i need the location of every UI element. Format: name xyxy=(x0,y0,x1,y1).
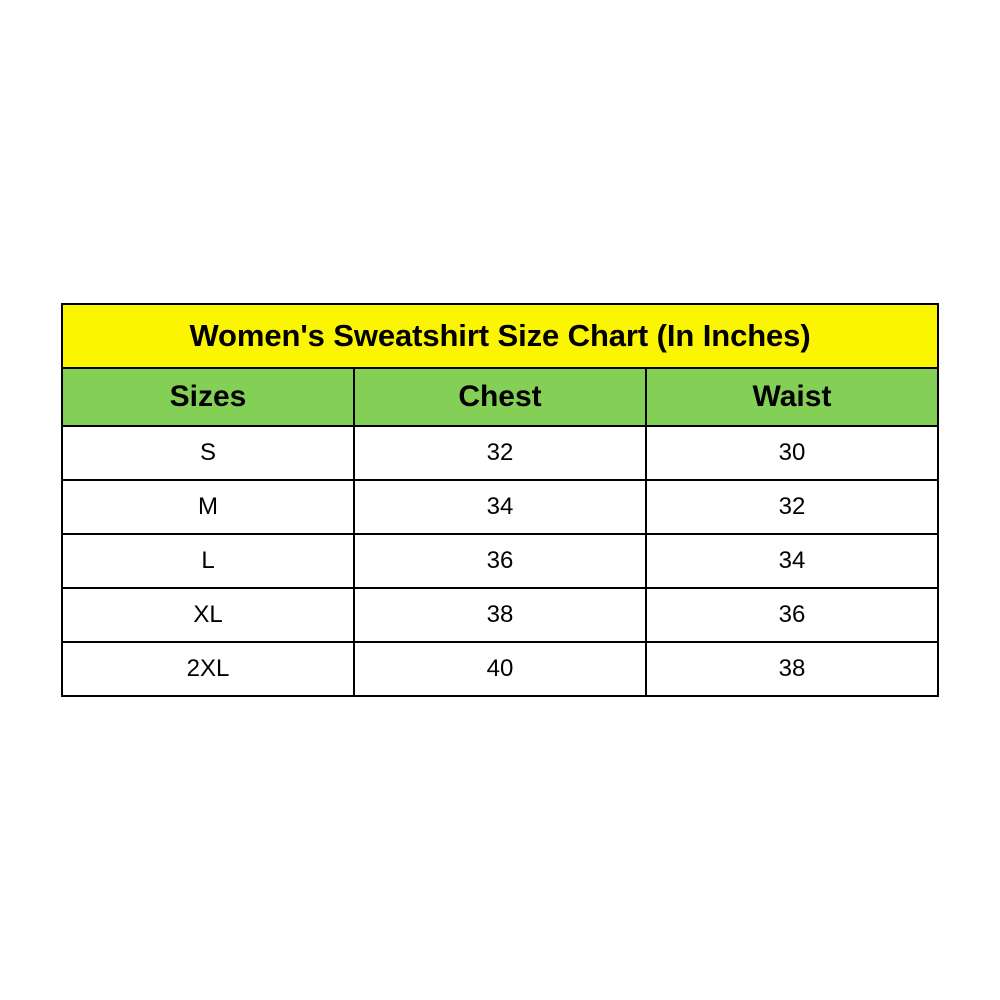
table-row xyxy=(62,426,938,480)
cell-size: XL xyxy=(62,588,354,642)
column-header-sizes: Sizes xyxy=(62,368,354,426)
cell-waist: 34 xyxy=(646,534,938,588)
cell-chest: 38 xyxy=(354,588,646,642)
cell-size: S xyxy=(62,426,354,480)
cell-chest: 34 xyxy=(354,480,646,534)
table-title-row xyxy=(62,304,938,368)
table-row xyxy=(62,588,938,642)
cell-waist: 32 xyxy=(646,480,938,534)
cell-size: M xyxy=(62,480,354,534)
column-header-waist: Waist xyxy=(646,368,938,426)
table-row xyxy=(62,534,938,588)
table-row xyxy=(62,642,938,696)
column-header-chest: Chest xyxy=(354,368,646,426)
cell-waist: 30 xyxy=(646,426,938,480)
cell-chest: 40 xyxy=(354,642,646,696)
table-header-row xyxy=(62,368,938,426)
cell-size: 2XL xyxy=(62,642,354,696)
cell-size: L xyxy=(62,534,354,588)
cell-chest: 32 xyxy=(354,426,646,480)
cell-waist: 38 xyxy=(646,642,938,696)
size-chart-table xyxy=(61,303,939,697)
cell-waist: 36 xyxy=(646,588,938,642)
cell-chest: 36 xyxy=(354,534,646,588)
table-row xyxy=(62,480,938,534)
size-chart-title: Women's Sweatshirt Size Chart (In Inches) xyxy=(62,304,938,368)
